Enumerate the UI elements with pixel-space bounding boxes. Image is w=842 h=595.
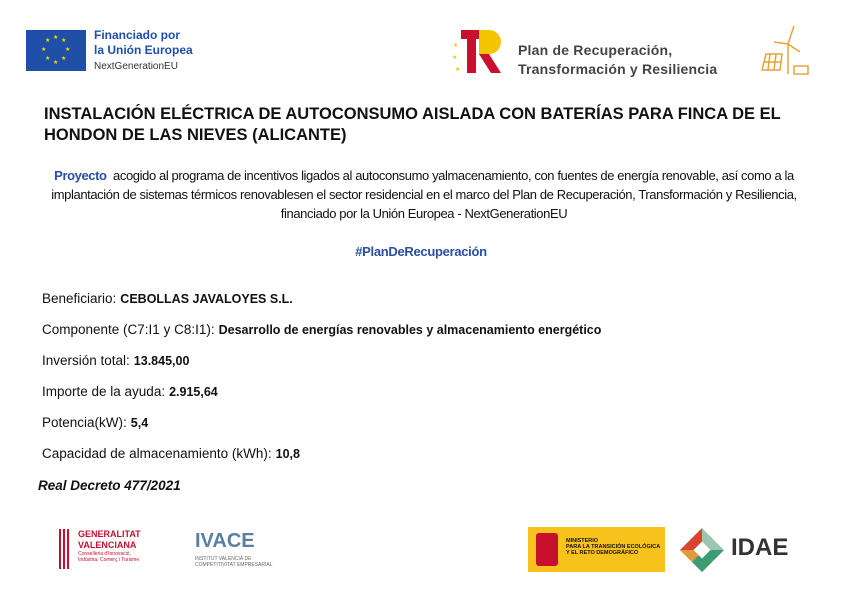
svg-text:★: ★ (453, 43, 459, 49)
hashtag: #PlanDeRecuperación (355, 244, 487, 259)
field-potencia: Potencia(kW): 5,4 (42, 415, 149, 430)
field-importe: Importe de la ayuda: 2.915,64 (42, 384, 218, 399)
field-capacidad: Capacidad de almacenamiento (kWh): 10,8 (42, 446, 300, 461)
eu-flag-logo: ★ ★ ★ ★ ★ ★ ★ ★ (26, 30, 86, 71)
field-inversion: Inversión total: 13.845,00 (42, 353, 190, 368)
prtr-logo (453, 27, 513, 75)
field-beneficiario: Beneficiario: CEBOLLAS JAVALOYES S.L. (42, 291, 293, 306)
wind-solar-icon (758, 24, 812, 76)
svg-text:★: ★ (455, 67, 461, 73)
ivace-subtitle: INSTITUT VALENCIÀ DE COMPETITIVITAT EMPRESARIAL (195, 556, 273, 568)
svg-text:★: ★ (452, 55, 458, 61)
ivace-logo: IVACE (195, 530, 255, 552)
page-title: INSTALACIÓN ELÉCTRICA DE AUTOCONSUMO AISLADA CON BATERÍAS PARA FINCA DE EL HONDON DE LAS NIEVES (ALICANTE) (44, 105, 781, 144)
field-componente: Componente (C7:I1 y C8:I1): Desarrollo de energías renovables y almacenamiento energético (42, 322, 602, 337)
ministerio-logo: MINISTERIO PARA LA TRANSICIÓN ECOLÓGICA Y EL RETO DEMOGRÁFICO (528, 527, 665, 572)
eu-funding-text: Financiado por la Unión Europea (94, 28, 193, 57)
project-description: Proyecto acogido al programa de incentivos ligados al autoconsumo yalmacenamiento, con fuentes de energía renovable, así como a la implantación de sistemas térmicos renovablesen el sector residencial en el marco del Plan de Recuperación, Transformación y Resiliencia, financiado por la Unión Europea - NextGenerationEU (51, 168, 797, 221)
idae-text: IDAE (731, 534, 789, 561)
real-decreto: Real Decreto 477/2021 (38, 478, 181, 493)
plan-recuperacion-text: Plan de Recuperación, Transformación y Resiliencia (518, 42, 718, 77)
generalitat-valenciana-logo: GENERALITAT VALENCIANA Conselleria d'Innovació, Indústria, Comerç i Turisme (62, 529, 141, 563)
idae-logo-mark (678, 526, 726, 574)
next-generation-eu: NextGenerationEU (94, 61, 178, 72)
